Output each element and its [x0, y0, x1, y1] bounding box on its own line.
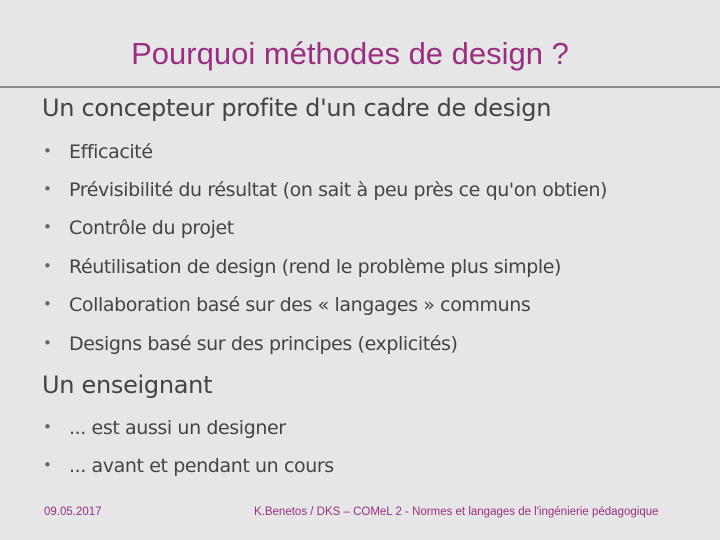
- footer-date: 09.05.2017: [44, 506, 102, 518]
- list-item: [43, 333, 458, 355]
- bullet-icon: •: [43, 418, 52, 436]
- bullet-icon: •: [43, 456, 52, 474]
- bullet-icon: •: [43, 218, 52, 236]
- bullet-icon: •: [43, 257, 52, 275]
- list-item: [43, 294, 530, 316]
- section-heading-enseignant: Un enseignant: [42, 371, 213, 399]
- bullet-icon: •: [43, 334, 52, 352]
- list-item-text: Efficacité: [69, 141, 153, 163]
- list-item-text: Contrôle du projet: [69, 217, 234, 239]
- bullet-icon: •: [43, 180, 52, 198]
- list-item: [43, 217, 234, 239]
- list-item: [43, 455, 334, 477]
- slide-title: Pourquoi méthodes de design ?: [131, 36, 569, 71]
- footer-credit: K.Benetos / DKS – COMeL 2 - Normes et langages de l'ingénierie pédagogique: [254, 506, 659, 518]
- list-item-text: ... est aussi un designer: [69, 417, 286, 439]
- list-item: [43, 141, 153, 163]
- list-item: [43, 179, 607, 201]
- list-item-text: Prévisibilité du résultat (on sait à peu près ce qu'on obtien): [69, 179, 608, 201]
- title-divider: [0, 86, 720, 88]
- list-item-text: Réutilisation de design (rend le problème plus simple): [69, 256, 562, 278]
- bullet-icon: •: [43, 295, 52, 313]
- list-item-text: Designs basé sur des principes (explicités): [69, 333, 458, 355]
- list-item-text: Collaboration basé sur des « langages » communs: [69, 294, 531, 316]
- bullet-icon: •: [43, 142, 52, 160]
- list-item-text: ... avant et pendant un cours: [69, 455, 334, 477]
- list-item: [43, 417, 286, 439]
- section-heading-concepteur: Un concepteur profite d'un cadre de design: [42, 94, 552, 122]
- list-item: [43, 256, 561, 278]
